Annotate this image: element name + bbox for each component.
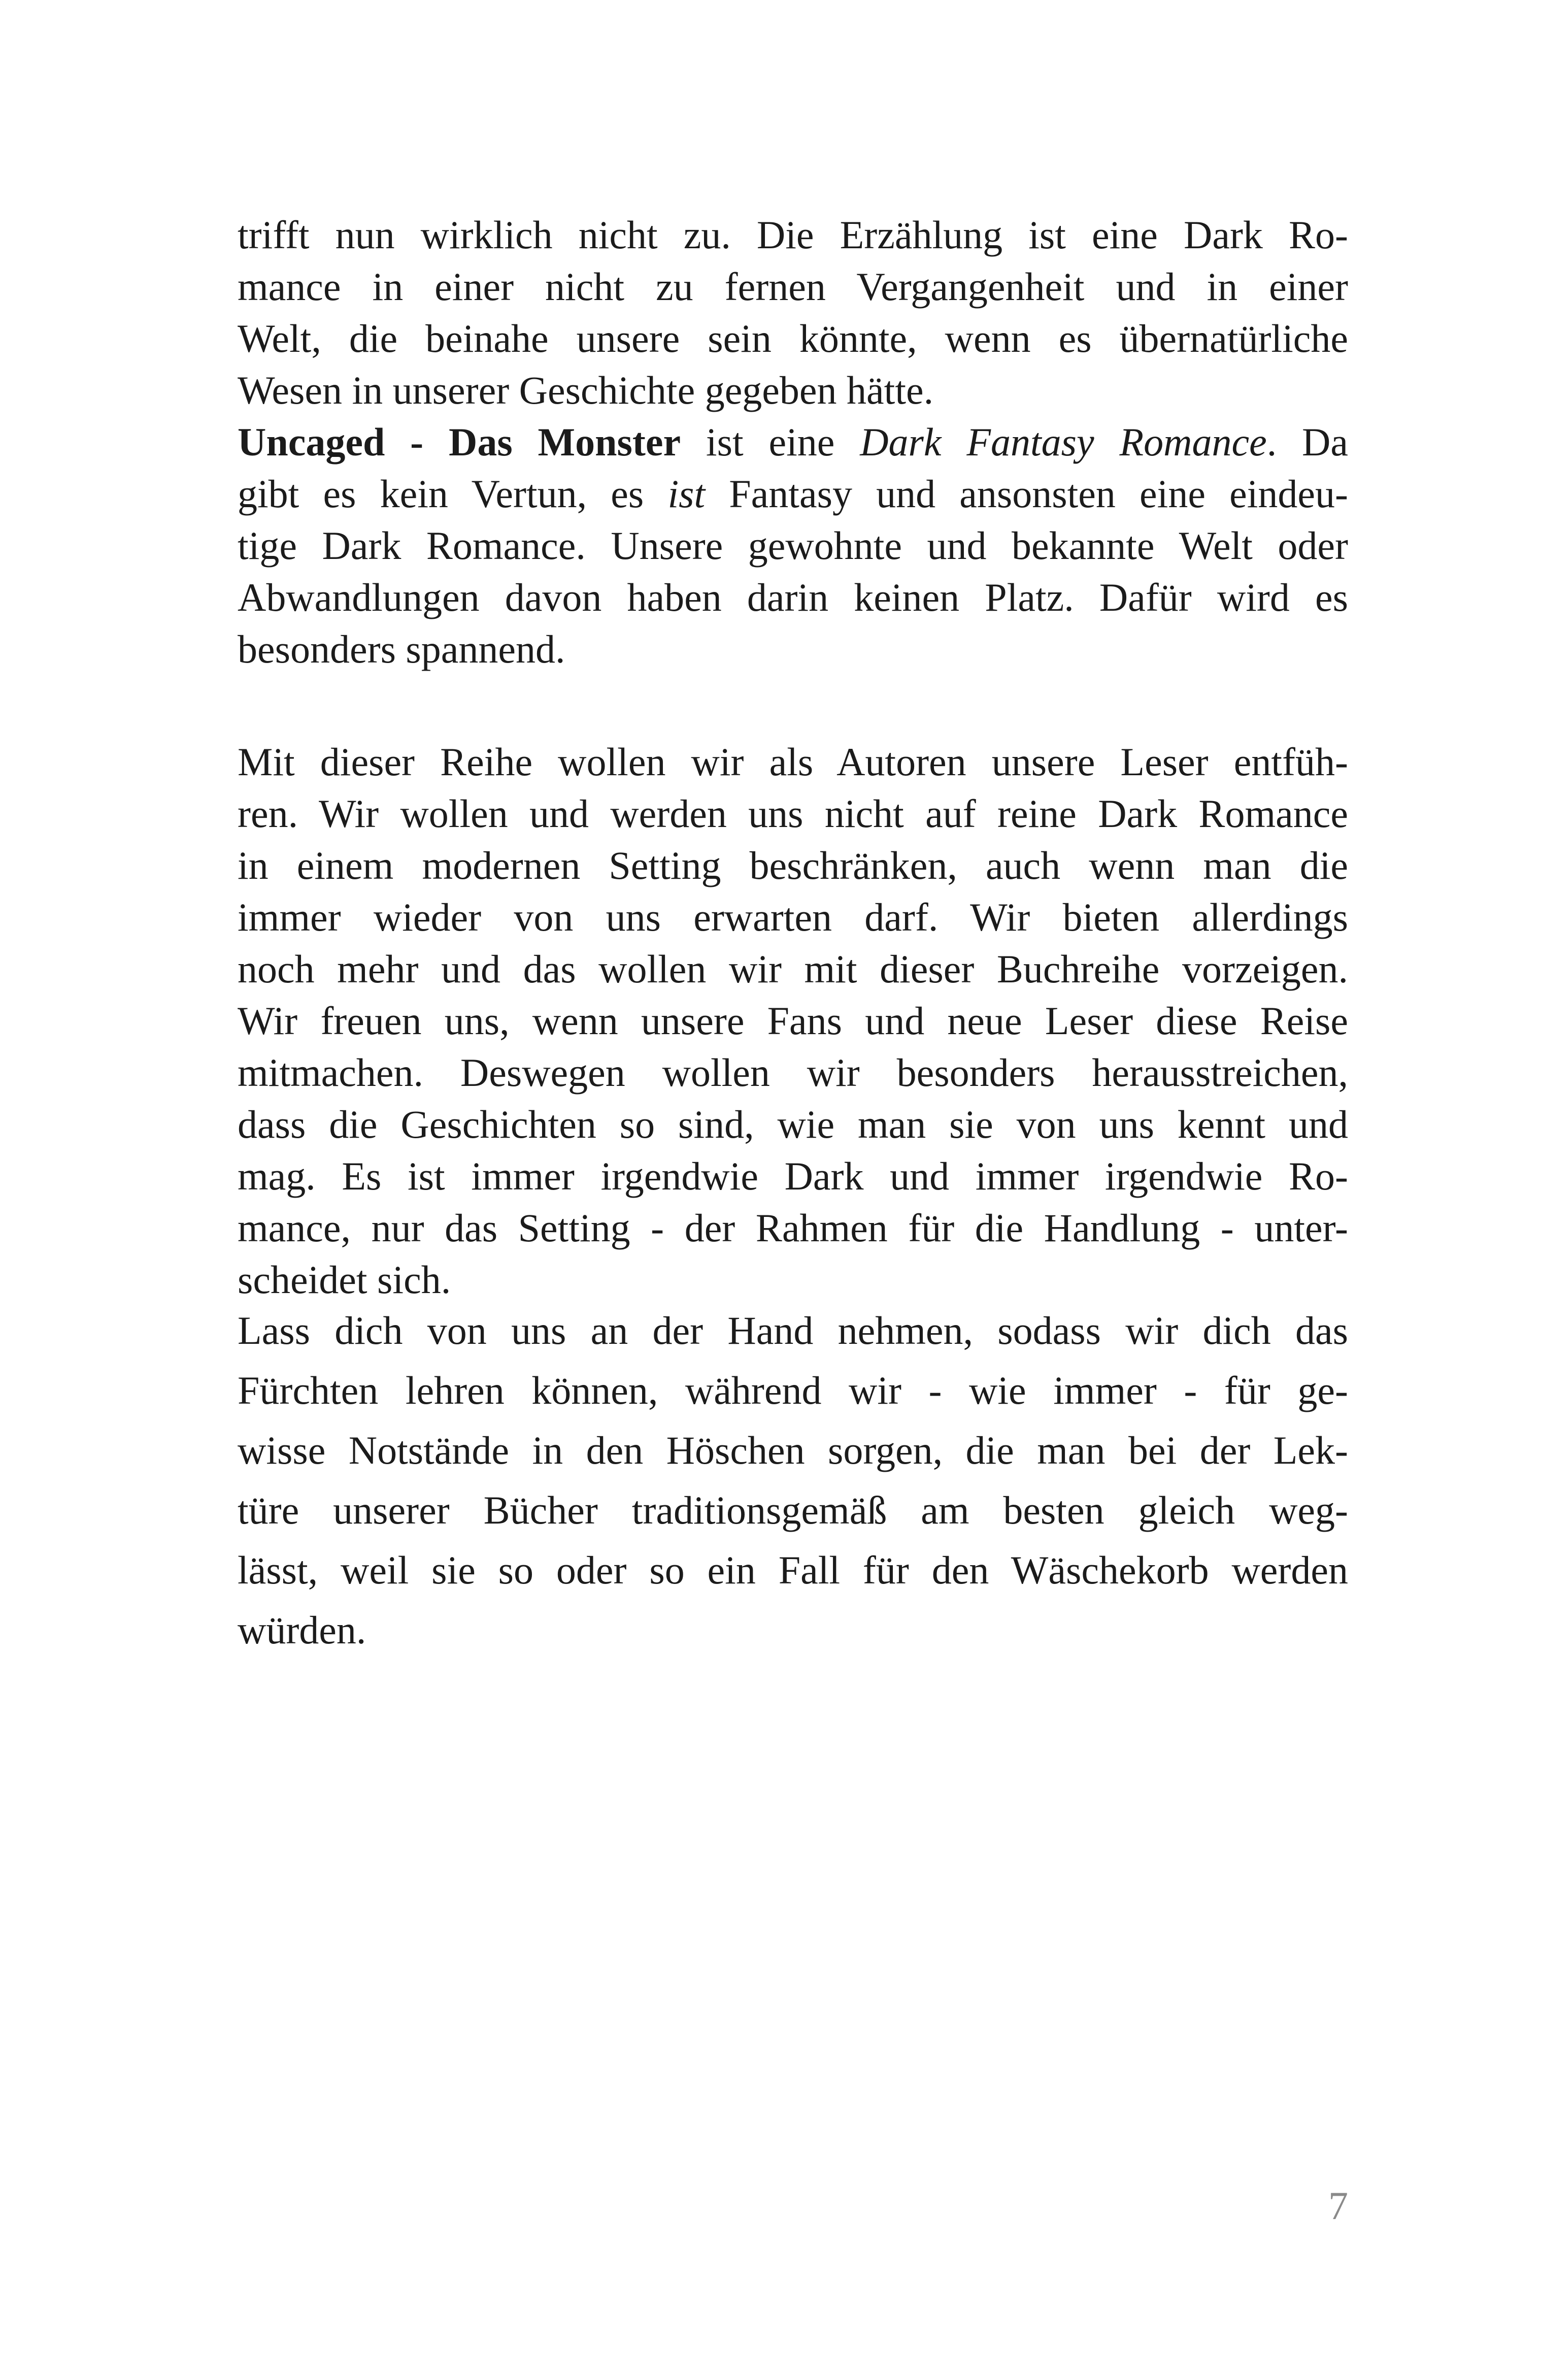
text-fragment: Fantasy und ansonsten eine eindeu- [705,472,1349,516]
page-number: 7 [1328,2184,1348,2228]
text-line: türe unserer Bücher traditionsgemäß am besten gleich weg- [238,1488,1348,1532]
text-line: wisse Notstände in den Höschen sorgen, die man bei der Lek- [238,1428,1348,1472]
text-line: Wir freuen uns, wenn unsere Fans und neue Leser diese Reise [238,999,1348,1043]
text-line: mag. Es ist immer irgendwie Dark und immer irgendwie Ro- [238,1154,1348,1198]
text-line: Wesen in unserer Geschichte gegeben hätte. [238,368,934,412]
emphasis-word: ist [667,472,706,516]
paragraph-1 [238,209,1348,675]
text-line: immer wieder von uns erwarten darf. Wir bieten allerdings [238,895,1348,939]
text-fragment: ist eine [681,420,860,464]
text-fragment: . Da [1266,420,1349,464]
book-title: Uncaged - Das Monster [238,420,681,464]
text-line: ren. Wir wollen und werden uns nicht auf reine Dark Romance [238,791,1348,836]
text-line: besonders spannend. [238,627,565,671]
text-line: Abwandlungen davon haben darin keinen Platz. Dafür wird es [238,575,1348,619]
text-line [238,416,1348,468]
text-line: lässt, weil sie so oder so ein Fall für den Wäschekorb werden [238,1548,1348,1592]
text-line: Mit dieser Reihe wollen wir als Autoren unsere Leser entfüh- [238,740,1348,784]
text-line: Welt, die beinahe unsere sein könnte, wenn es übernatürliche [238,316,1348,360]
text-line: noch mehr und das wollen wir mit dieser Buchreihe vorzeigen. [238,947,1348,991]
paragraph-3 [238,736,1348,1306]
text-line: mance, nur das Setting - der Rahmen für die Handlung - unter- [238,1206,1348,1250]
text-line: würden. [238,1608,366,1652]
paragraph-4 [238,1301,1348,1660]
text-line: Lass dich von uns an der Hand nehmen, sodass wir dich das [238,1308,1348,1352]
text-line: tige Dark Romance. Unsere gewohnte und bekannte Welt oder [238,523,1348,568]
genre-name: Dark Fantasy Romance [860,420,1267,464]
text-line: Fürchten lehren können, während wir - wie immer - für ge- [238,1368,1348,1412]
text-line [238,468,1348,520]
text-line: mance in einer nicht zu fernen Vergangenheit und in einer [238,265,1348,309]
text-line: in einem modernen Setting beschränken, auch wenn man die [238,843,1348,887]
text-line: scheidet sich. [238,1258,451,1302]
text-line: trifft nun wirklich nicht zu. Die Erzählung ist eine Dark Ro- [238,213,1348,257]
text-fragment: gibt es kein Vertun, es [238,472,668,516]
text-line: mitmachen. Deswegen wollen wir besonders herausstreichen, [238,1050,1348,1095]
text-line: dass die Geschichten so sind, wie man sie von uns kennt und [238,1102,1348,1146]
